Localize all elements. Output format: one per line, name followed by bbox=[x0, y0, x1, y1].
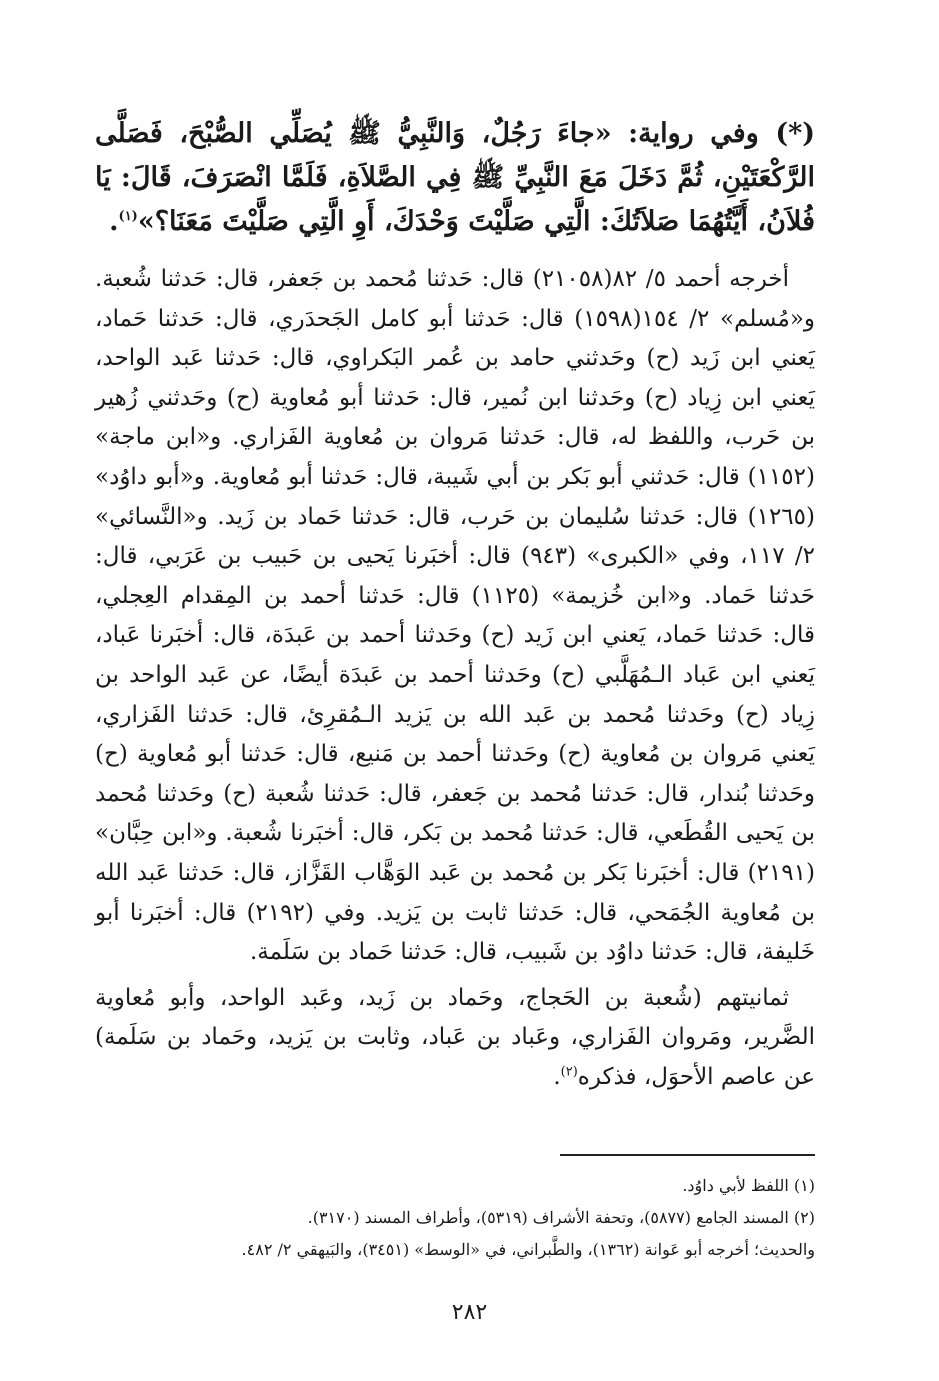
narration-text: (*) وفي رواية: «جاءَ رَجُلٌ، وَالنَّبِيُّ ﷺ يُصَلِّي الصُّبْحَ، فَصَلَّى الرَّكْعَتَيْنِ، ثُمَّ دَخَلَ مَعَ النَّبِيِّ ﷺ فِي الصَّلاَةِ، فَلَمَّا انْصَرَفَ، قَالَ: يَا فُلاَنُ، أَيَّتُهُمَا صَلاَتُكَ: الَّتِي صَلَّيْتَ وَحْدَكَ، أَوِ الَّتِي صَلَّيْتَ مَعَنَا؟» bbox=[95, 118, 815, 237]
footnotes bbox=[95, 1170, 815, 1266]
summary-footnote-ref: (٢) bbox=[560, 1064, 578, 1080]
footnote-separator bbox=[560, 1154, 815, 1156]
summary-end: . bbox=[553, 1063, 561, 1090]
hadith-narration bbox=[95, 112, 815, 244]
footnote-2: (٢) المسند الجامع (٥٨٧٧)، وتحفة الأشراف (٥٣١٩)، وأطراف المسند (٣١٧٠). bbox=[307, 1208, 815, 1227]
narration-footnote-ref: (١) bbox=[118, 209, 138, 224]
footnote-2-continued: والحديث؛ أخرجه أبو عَوانة (١٣٦٢)، والطَّبراني، في «الوسط» (٣٤٥١)، والبَيهقي ٢/ ٤٨٢. bbox=[241, 1240, 815, 1259]
narration-end: . bbox=[109, 206, 119, 237]
main-text bbox=[95, 112, 815, 1097]
summary-text: ثمانيتهم (شُعبة بن الحَجاج، وحَماد بن زَيد، وعَبد الواحد، وأبو مُعاوية الضَّرير، ومَروان الفَزاري، وعَباد بن عَباد، وثابت بن يَزيد، وحَماد بن سَلَمة) عن عاصم الأحوَل، فذكره bbox=[95, 984, 815, 1090]
summary-paragraph bbox=[95, 979, 815, 1098]
footnote-1: (١) اللفظ لأبي داوُد. bbox=[682, 1176, 815, 1195]
takhrij-paragraph: أخرجه أحمد ٥/ ٨٢(٢١٠٥٨) قال: حَدثنا مُحمد بن جَعفر، قال: حَدثنا شُعبة. و«مُسلم» ٢/ ١٥٤(١٥٩٨) قال: حَدثنا أبو كامل الجَحدَري، قال: حَدثنا حَماد، يَعني ابن زَيد (ح) وحَدثني حامد بن عُمر البَكراوي، قال: حَدثنا عَبد الواحد، يَعني ابن زِياد (ح) وحَدثنا ابن نُمير، قال: حَدثنا أبو مُعاوية (ح) وحَدثني زُهير بن حَرب، واللفظ له، قال: حَدثنا مَروان بن مُعاوية الفَزاري. و«ابن ماجة» (١١٥٢) قال: حَدثني أبو بَكر بن أبي شَيبة، قال: حَدثنا أبو مُعاوية. و«أبو داوُد» (١٢٦٥) قال: حَدثنا سُليمان بن حَرب، قال: حَدثنا حَماد بن زَيد. و«النَّسائي» ٢/ ١١٧، وفي «الكبرى» (٩٤٣) قال: أخبَرنا يَحيى بن حَبيب بن عَرَبي، قال: حَدثنا حَماد. و«ابن خُزيمة» (١١٢٥) قال: حَدثنا أحمد بن المِقدام العِجلي، قال: حَدثنا حَماد، يَعني ابن زَيد (ح) وحَدثنا أحمد بن عَبدَة، قال: أخبَرنا عَباد، يَعني ابن عَباد الـمُهَلَّبي (ح) وحَدثنا أحمد بن عَبدَة أيضًا، عن عَبد الواحد بن زِياد (ح) وحَدثنا مُحمد بن عَبد الله بن يَزيد الـمُقرِئ، قال: حَدثنا الفَزاري، يَعني مَروان بن مُعاوية (ح) وحَدثنا أحمد بن مَنيع، قال: حَدثنا أبو مُعاوية (ح) وحَدثنا بُندار، قال: حَدثنا مُحمد بن جَعفر، قال: حَدثنا شُعبة (ح) وحَدثنا مُحمد بن يَحيى القُطَعي، قال: حَدثنا مُحمد بن بَكر، قال: أخبَرنا شُعبة. و«ابن حِبَّان» (٢١٩١) قال: أخبَرنا بَكر بن مُحمد بن عَبد الوَهَّاب القَزَّاز، قال: حَدثنا عَبد الله بن مُعاوية الجُمَحي، قال: حَدثنا ثابت بن يَزيد. وفي (٢١٩٢) قال: أخبَرنا أبو خَليفة، قال: حَدثنا داوُد بن شَبيب، قال: حَدثنا حَماد بن سَلَمة. bbox=[95, 266, 816, 966]
page-number: ٢٨٢ bbox=[451, 1300, 488, 1325]
